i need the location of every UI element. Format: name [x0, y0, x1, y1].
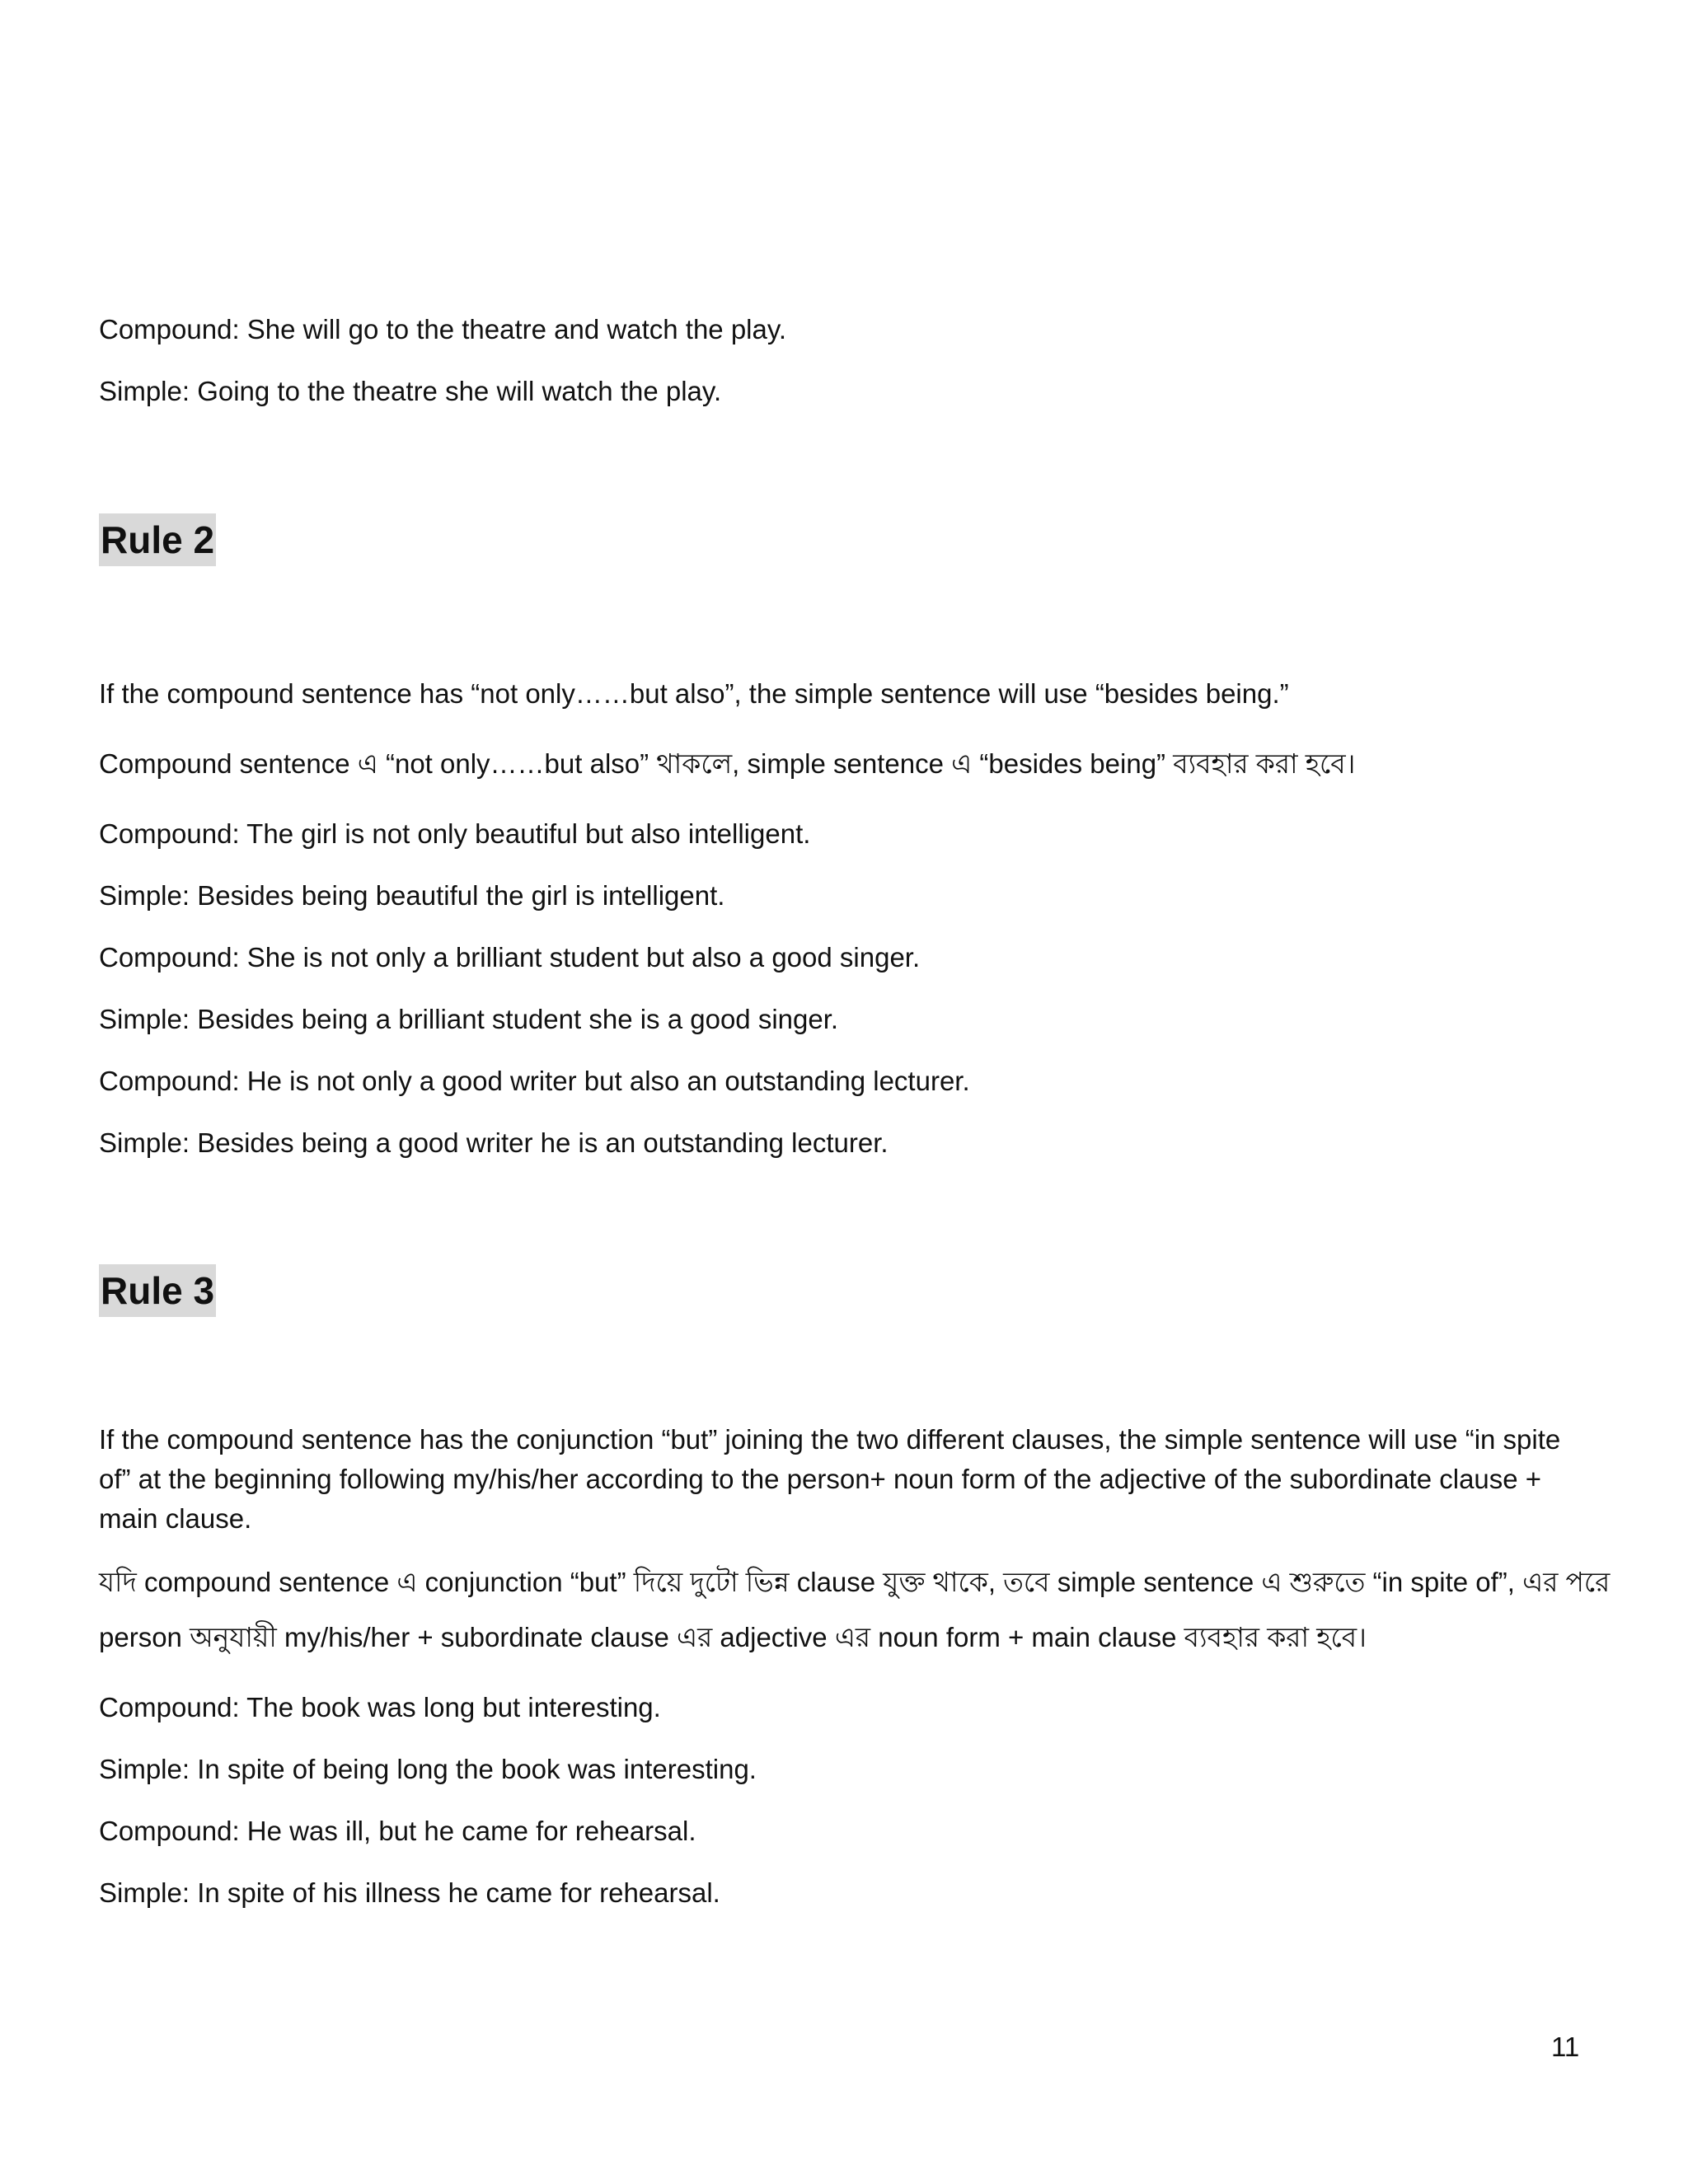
rule-2-example-6: Simple: Besides being a good writer he is an outstanding lecturer. — [99, 1127, 889, 1158]
rule-3-example-4: Simple: In spite of his illness he came for rehearsal. — [99, 1877, 720, 1908]
rule-2-example-3: Compound: She is not only a brilliant student but also a good singer. — [99, 942, 921, 972]
rule-2-example-5: Compound: He is not only a good writer but also an outstanding lecturer. — [99, 1066, 970, 1096]
rule-2-example-1: Compound: The girl is not only beautiful but also intelligent. — [99, 818, 811, 849]
rule-3-example-2: Simple: In spite of being long the book was interesting. — [99, 1754, 757, 1784]
rule-3-bengali-note-line-2: person অনুযায়ী my/his/her + subordinate clause এর adjective এর noun form + main clause ব্যবহার করা হবে। — [99, 1622, 1367, 1652]
rule-3-example-3: Compound: He was ill, but he came for rehearsal. — [99, 1816, 696, 1846]
rule-3-description: If the compound sentence has the conjunction “but” joining the two different clauses, the simple sentence will use “in spite of” at the beginning following my/his/her according to the person+ noun form of the adjective of the subordinate clause + main clause. — [99, 1424, 1561, 1534]
page-number: 11 — [1551, 2032, 1580, 2062]
rule-2-bengali-note: Compound sentence এ “not only……but also” থাকলে, simple sentence এ “besides being” ব্যবহার করা হবে। — [99, 748, 1356, 779]
rule-2-description: If the compound sentence has “not only……but also”, the simple sentence will use “besides being.” — [99, 678, 1289, 709]
rule-3-bengali-note-line-1: যদি compound sentence এ conjunction “but” দিয়ে দুটো ভিন্ন clause যুক্ত থাকে, তবে simple sentence এ শুরুতে “in spite of”, এর পরে — [99, 1567, 1611, 1597]
intro-simple-example: Simple: Going to the theatre she will watch the play. — [99, 376, 722, 406]
rule-2-heading: Rule 2 — [99, 513, 216, 566]
rule-2-example-2: Simple: Besides being beautiful the girl is intelligent. — [99, 880, 725, 911]
intro-compound-example: Compound: She will go to the theatre and watch the play. — [99, 314, 787, 344]
rule-2-example-4: Simple: Besides being a brilliant student she is a good singer. — [99, 1004, 839, 1034]
rule-3-example-1: Compound: The book was long but interesting. — [99, 1692, 661, 1722]
rule-3-heading: Rule 3 — [99, 1264, 216, 1317]
